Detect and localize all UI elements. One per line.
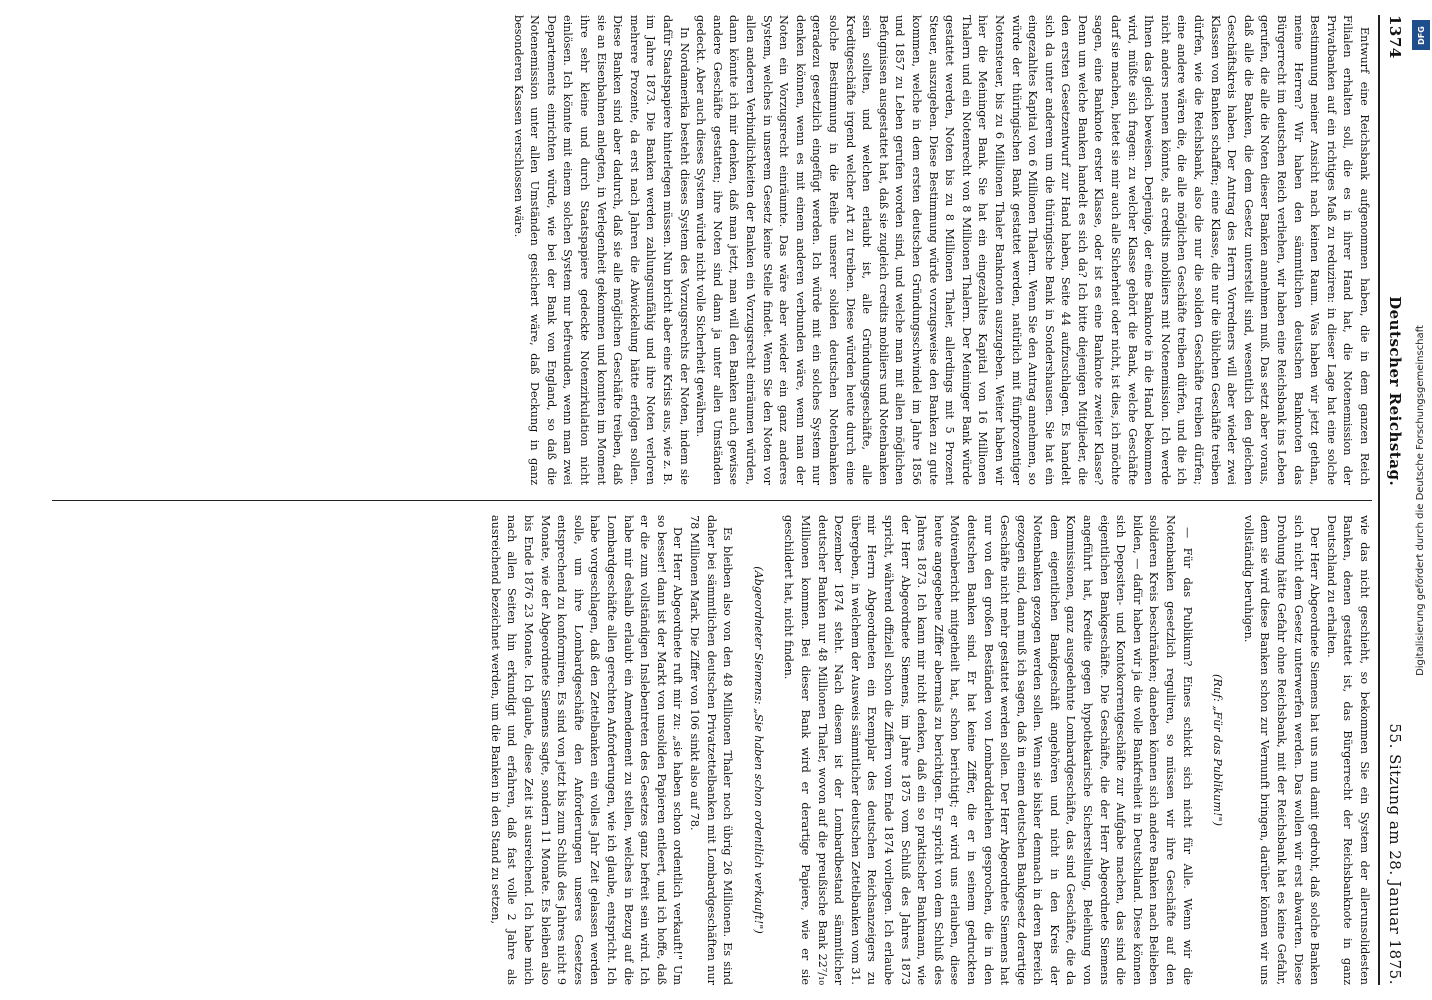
left-paragraph: Entwurf eine Reichsbank aufgenommen haben, die in dem ganzen Reich Filialen erhalten soll, die es in ihrer Hand hat, die Notenemission der Privatbanken auf ein richtiges Maß zu reduziren: in dieser Lage hat eine solche Bestimmung meiner Ansicht nach keinen Raum. Was haben wir jetzt gethan, meine Herren? Wir haben den sämmtlichen deutschen Banknoten das Bürgerrecht im deutschen Reich verliehen, wir haben eine Reichsbank ins Leben gerufen, die alle die Noten dieser Banken annehmen muß. Das setzt aber voraus, daß alle die Banken, die dem Gesetz unterstellt sind, wesentlich den gleichen Geschäftskreis haben. Der Antrag des Herrn Vorredners will aber wieder zwei Klassen von Banken schaffen; eine Klasse, die nur die üblichen Geschäfte treiben dürfen, wie die Reichsbank, also die nur die soliden Geschäfte treiben dürfen; eine andere wären die, die alle möglichen Geschäfte treiben dürfen, und die ich nicht anders nennen könnte, als credits mobiliers mit Notenemission. Ich werde Ihnen das gleich beweisen. Derjenige, der eine Banknote in die Hand bekommen wird, müßte sich fragen: zu welcher Klasse gehört die Bank, welche Geschäfte darf sie machen, bietet sie mir auch alle Sicherheit oder nicht, ist dies, ich möchte sagen, eine Banknote erster Klasse, oder ist es eine Banknote zweiter Klasse? Denn um welche Banken handelt es sich da? Ich bitte diejenigen Mitglieder, die den ersten Gesetzentwurf zur Hand haben, Seite 44 aufzuschlagen. Es handelt sich da unter anderem um die thüringische Bank in Sondershausen. Sie hat ein eingezahltes Kapital von 6 Millionen Thalern. Wenn Sie den Antrag annehmen, so würde der thüringischen Bank gestattet werden, natürlich mit fünfprozentiger Notensteuer, bis zu 6 Millionen Thaler Banknoten auszugeben. Weiter haben wir hier die Meininger Bank. Sie hat ein eingezahltes Kapital von 16 Millionen Thalern und ein Notenrecht von 8 Millionen Thalern. Der Meininger Bank würde gestattet werden, Noten bis zu 8 Millionen Thaler, allerdings mit 5 Prozent Steuer, auszugeben. Diese Bestimmung würde vorzugsweise den Banken zu gute kommen, welche in dem ersten deutschen Gründungsschwindel im Jahre 1856 und 1857 zu Leben gerufen worden sind, und welche man mit allen möglichen Befugnissen ausgestattet hat, daß sie zugleich credits mobiliers und Notenbanken sein sollten, und welchen erlaubt ist, alle Gründungsgeschäfte, alle Kreditgeschäfte irgend welcher Art zu treiben. Diese würden heute durch eine solche Bestimmung in die Reihe unserer soliden deutschen Notenbanken geradezu gesetzlich eingefügt werden. Ich würde mit ein solches System nur denken können, wenn es mit einem anderen verbunden wäre, wenn man der Noten ein Vorzugsrecht einräumte. Das wäre aber wieder ein ganz anderes System, welches in unserem Gesetz keine Stelle findet. Wenn Sie den Noten vor allen anderen Verbindlichkeiten der Banken ein Vorzugsrecht einräumen würden, dann könnte ich mir denken, daß man jetzt, man will den Banken auch gewisse andere Geschäfte gestatten; ihre Noten sind dann ja unter allen Umständen gedeckt. Aber auch dieses System würde nicht volle Sicherheit gewähren. bbox=[694, 15, 1371, 485]
right-paragraph: Der Herr Abgeordnete ruft mir zu: „sie haben schon ordentlich verkauft!" Um so besser! dann ist der Markt von unsoliden Papieren entleert, und ich hoffe, daß er die zum vollständigen Inslebentreten des Gesetzes ganz befreit sein wird. Ich habe mir deshalb erlaubt ein Amendement zu stellen, welches in Bezug auf die Lombardgeschäfte allen gerechten Anforderungen, wie ich glaube, entspricht. Ich habe vorgeschlagen, daß den Zettelbanken ein volles Jahr Zeit gelassen werden solle, um ihre Lombardgeschäfte den Anforderungen unseres Gesetzes entsprechend zu konformiren. Es sind von jetzt bis zum Schluß des Jahres nicht 9 Monate, wie der Abgeordnete Siemens sagte, sondern 11 Monate. Es bleiben also bis Ende 1876 23 Monate. Ich glaube, diese Zeit ist ausreichend. Ich habe mich nach allen Seiten hin erkundigt und erfahren, daß fast volle 2 Jahre als ausreichend bezeichnet werden, um die Banken in den Stand zu setzen, bbox=[488, 515, 685, 985]
right-column bbox=[52, 515, 1372, 985]
page-number: 1374 bbox=[1386, 15, 1404, 59]
right-paragraph: Der Herr Abgeordnete Siemens hat uns nun damit gedroht, daß solche Banken sich nicht dem Gesetz unterwerfen werden. Das wollen wir erst abwarten. Diese Drohung hätte Gefahr ohne Reichsbank, mit der Reichsbank hat es keine Gefahr, denn sie wird diese Banken schon zur Vernunft bringen, darüber können wir uns vollständig beruhigen. bbox=[1241, 515, 1322, 985]
interjection: (Abgeordneter Siemens: „Sie haben schon ordentlich verkauft!") bbox=[751, 566, 765, 934]
digitization-note bbox=[1410, 20, 1430, 980]
digitization-note-text: Digitalisierung gefördert durch die Deutsche Forschungsgemeinschaft bbox=[1414, 324, 1426, 676]
interjection: (Ruf: „Für das Publikum!") bbox=[1211, 674, 1225, 826]
column-divider bbox=[52, 500, 1372, 501]
document-sheet bbox=[22, 15, 1412, 985]
header-rule bbox=[1378, 15, 1380, 985]
dfg-logo: DFG bbox=[1412, 20, 1430, 50]
right-paragraph: wie das nicht geschieht, so bekommen Sie ein System der allerunsolidesten Banken, denen gestattet ist, das Bürgerrecht der Reichsbanknote in ganz Deutschland zu erhalten. bbox=[1324, 515, 1371, 985]
left-paragraph: In Nordamerika besteht dieses System des Vorzugsrechts der Noten, indem sie dafür Staatspapiere hinterlegen müssen. Nun bricht aber eine Krisis aus, wie z. B. im Jahre 1873. Die Banken werden zahlungsunfähig und ihre Noten verloren mehrere Prozente, da erst nach Jahren die Abwickelung hätte erfolgen sollen. Diese Banken sind aber dadurch, daß sie alle möglichen Geschäfte treiben, daß sie an Eisenbahnen anlegten, in Verlegenheit gekommen und konnten im Moment ihre sehr kleine und durch Staatspapiere gedeckte Notenzirkulation nicht einlösen. Ich könnte mit einem solchen System nur befreunden, wenn man zwei Departements einrichten würde, wie bei der Bank von England, so daß die Notenemission unter allen Umständen gesichert wäre, daß Deckung in ganz besonderen Kassen verschlossen wäre. bbox=[511, 15, 691, 485]
right-paragraph: — Für das Publikum? Eines schickt sich nicht für Alle. Wenn wir die Notenbanken gesetzlich reguliren, so müssen wir ihre Geschäfte auf den solideren Kreis beschränken; daneben können sich andere Banken nach Belieben bilden, — dafür haben wir ja die volle Bankfreiheit in Deutschland. Diese können sich Depositen- und Kontokorrentgeschäfte zur Aufgabe machen, das sind die eigentlichen Bankgeschäfte. Die Geschäfte, die der Herr Abgeordnete Siemens angeführt hat, Kredite gegen hypothekarische Sicherstellung, Beleihung von Kommissionen, ganz ausgedehnte Lombardgeschäfte, das sind Geschäfte, die da dem eigentlichen Bankgeschäft angehören und nicht in den Kreis der Notenbanken gezogen werden sollen. Wenn sie bisher demnach in deren Bereich gezogen sind, dann muß ich sagen, daß in einem deutschen Bankgesetz derartige Geschäfte nicht mehr gestattet werden sollen. Der Herr Abgeordnete Siemens hat nur von den großen Beständen von Lombarddarlehen gesprochen, die in den deutschen Banken sind. Er hat keine Ziffer, die er in seinem gedruckten Motivenbericht mitgetheilt hat, schon berichtigt; er wird uns erlauben, diese heute angegebene Ziffer abermals zu berichtigen. Er spricht von dem Schluß des Jahres 1873. Ich kann mir nicht denken, daß ein so praktischer Bankmann, wie der Herr Abgeordnete Siemens, im Jahre 1875 vom Schluß des Jahres 1873 spricht, während offiziell schon die Ziffern vom Ende 1874 vorliegen. Ich erlaube mir Herrn Abgeordneten ein Exemplar des deutschen Reichsanzeigers zu übergeben, in welchem der Ausweis sämmtlicher deutschen Zettelbanken vom 31. Dezember 1874 steht. Nach diesem ist der Lombardbestand sämmtlicher deutscher Banken nur 48 Millionen Thaler, wovon auf die preußische Bank 22⁷/₁₀ Millionen kommen. Bei dieser Bank wird er derartige Papiere, wie er sie geschildert hat, nicht finden. bbox=[782, 515, 1194, 985]
session-label: 55. Sitzung am 28. Januar 1875. bbox=[1386, 723, 1404, 985]
left-column bbox=[52, 15, 1372, 485]
page-header bbox=[1382, 15, 1404, 985]
page-title: Deutscher Reichstag. bbox=[1386, 296, 1404, 487]
right-paragraph: Es bleiben also von den 48 Millionen Thaler noch übrig 26 Millionen. Es sind daher bei sämmtlichen deutschen Privatzettelbanken mit Lombardgeschäften nur 78 Millionen Mark. Die Ziffer von 106 sinkt also auf 78. bbox=[688, 515, 735, 985]
